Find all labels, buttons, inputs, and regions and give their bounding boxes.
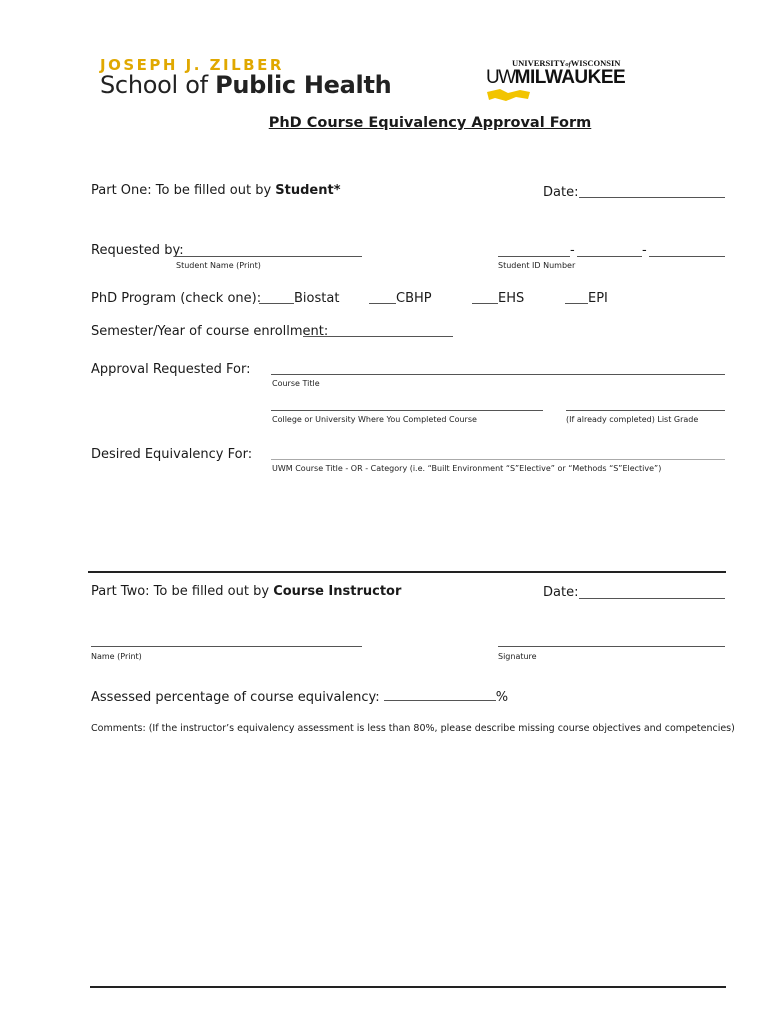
bottom-rule (90, 986, 726, 988)
desired-equivalency-label: Desired Equivalency For: (91, 447, 253, 462)
school-logo-line2-b: Public Health (215, 71, 392, 99)
approval-requested-label: Approval Requested For: (91, 362, 251, 377)
part-two-date-label: Date: (543, 585, 579, 600)
program-option-epi: EPI (588, 291, 608, 306)
student-name-field[interactable] (174, 256, 362, 257)
student-id-field-part1[interactable] (498, 256, 570, 257)
part-one-date-label: Date: (543, 185, 579, 200)
uwm-logo-gold-ribbon-icon (486, 88, 534, 102)
requested-by-label: Requested by: (91, 243, 184, 258)
uwm-logo-university-line: UNIVERSITYofWISCONSIN (512, 58, 621, 68)
form-title: PhD Course Equivalency Approval Form (268, 115, 592, 131)
program-checkbox-epi[interactable] (565, 303, 588, 304)
phd-program-label: PhD Program (check one): (91, 291, 262, 306)
grade-field[interactable] (566, 410, 725, 411)
school-logo-line1: JOSEPH J. ZILBER (100, 56, 284, 74)
student-id-caption: Student ID Number (498, 261, 576, 270)
comments-label: Comments: (If the instructor’s equivalency assessment is less than 80%, please describe missing course objectives and competencies) (91, 723, 735, 734)
assessed-percentage-field[interactable] (384, 688, 496, 701)
program-checkbox-biostat[interactable] (259, 303, 294, 304)
comments-area[interactable] (91, 740, 725, 976)
part-two-heading: Part Two: To be filled out by Course Instructor (91, 584, 402, 599)
part-one-date-field[interactable] (579, 197, 725, 198)
school-logo-line2 (100, 71, 391, 99)
instructor-name-field[interactable] (91, 646, 362, 647)
program-checkbox-ehs[interactable] (472, 303, 498, 304)
student-name-caption: Student Name (Print) (176, 261, 261, 270)
course-title-field[interactable] (271, 374, 725, 375)
uwm-logo-wordmark: UWMILWAUKEE (486, 67, 626, 88)
instructor-signature-field[interactable] (498, 646, 725, 647)
college-university-field[interactable] (271, 410, 543, 411)
uw-milwaukee-logo (486, 58, 626, 104)
instructor-name-caption: Name (Print) (91, 652, 142, 661)
school-logo-line2-a: School of (100, 71, 216, 99)
part-one-heading: Part One: To be filled out by Student* (91, 183, 341, 198)
program-option-cbhp: CBHP (396, 291, 432, 306)
student-id-dash-2: - (642, 243, 647, 258)
student-id-field-part3[interactable] (649, 256, 725, 257)
semester-year-label: Semester/Year of course enrollment: (91, 324, 329, 339)
student-id-field-part2[interactable] (577, 256, 642, 257)
uwm-course-title-field[interactable] (271, 459, 725, 460)
program-option-biostat: Biostat (294, 291, 340, 306)
section-divider (88, 571, 726, 573)
program-checkbox-cbhp[interactable] (369, 303, 396, 304)
course-title-caption: Course Title (272, 379, 320, 388)
program-option-ehs: EHS (498, 291, 525, 306)
grade-caption: (If already completed) List Grade (566, 415, 699, 424)
college-university-caption: College or University Where You Completed Course (272, 415, 477, 424)
school-of-public-health-logo (100, 56, 391, 99)
assessed-percentage-label: Assessed percentage of course equivalency: % (91, 690, 509, 705)
uwm-course-title-caption: UWM Course Title - OR - Category (i.e. “Built Environment “S”Elective” or “Methods “S”Elective”) (272, 464, 662, 473)
student-id-dash-1: - (570, 243, 575, 258)
part-two-date-field[interactable] (579, 598, 725, 599)
instructor-signature-caption: Signature (498, 652, 537, 661)
semester-year-field[interactable] (303, 336, 453, 337)
